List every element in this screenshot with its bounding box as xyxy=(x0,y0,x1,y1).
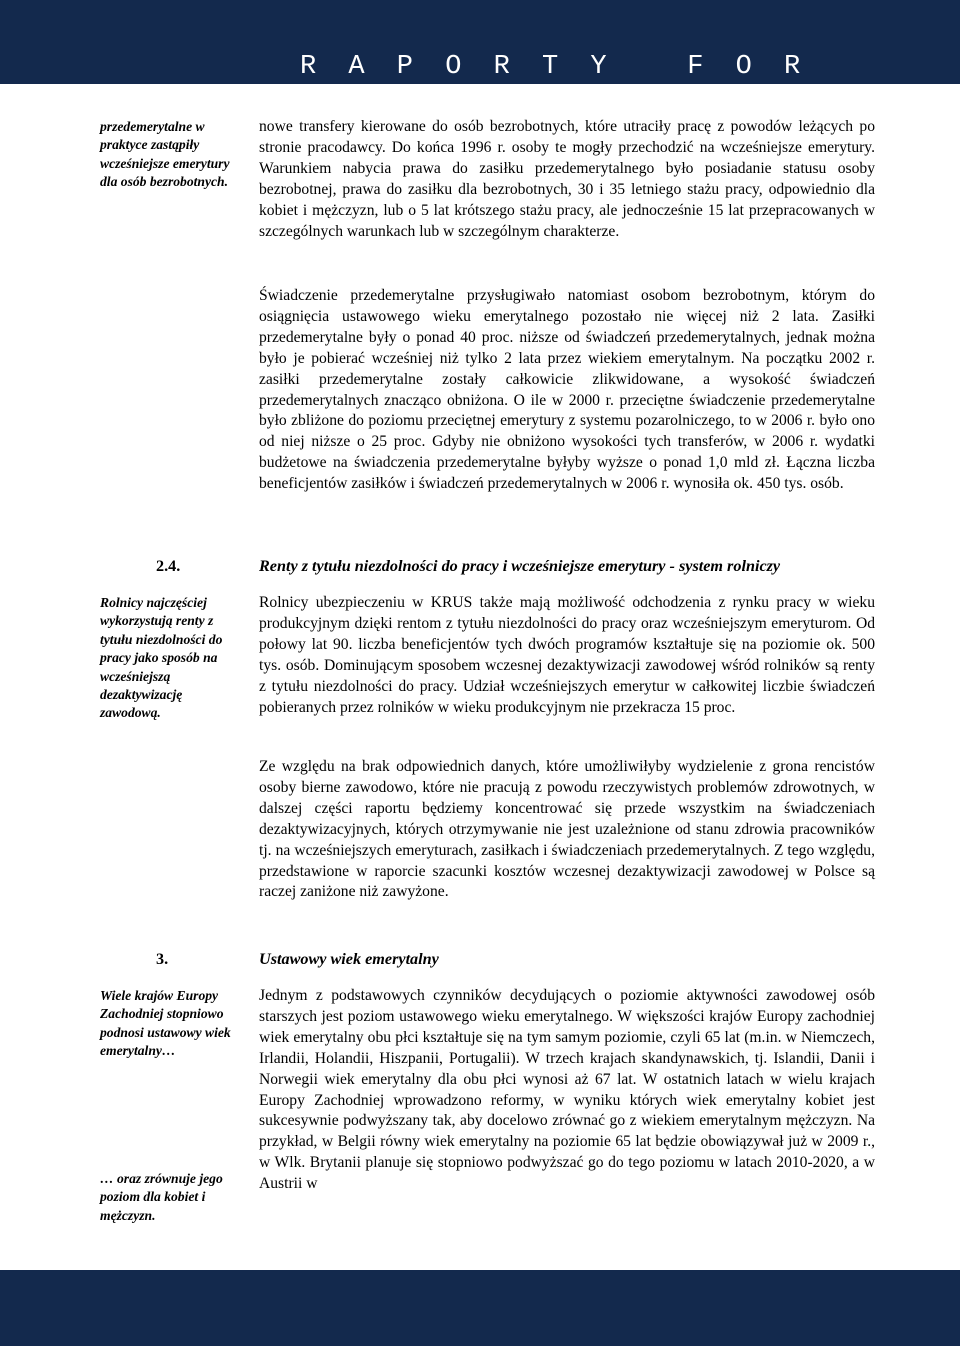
section-heading: Renty z tytułu niezdolności do pracy i wcześniejsze emerytury - system rolniczy xyxy=(259,557,781,575)
side-note: przedemerytalne w praktyce zastąpiły wcześniejsze emerytury dla osób bezrobotnych. xyxy=(100,119,230,190)
section-number: 3. xyxy=(156,950,169,968)
header-band xyxy=(0,0,960,84)
side-note: Wiele krajów Europy Zachodniej stopniowo podnosi ustawowy wiek emerytalny… xyxy=(100,988,231,1059)
side-note: … oraz zrównuje jego poziom dla kobiet i mężczyzn. xyxy=(100,1171,223,1223)
body-paragraph: nowe transfery kierowane do osób bezrobotnych, które utraciły pracę z powodów leżących po stronie pracodawcy. Do końca 1996 r. osoby te mogły przechodzić na wcześniejsze emerytury. Warunkiem nabycia prawa do zasiłku przedemerytalnego było posiadanie statusu osoby bezrobotnej, prawa do zasiłku dla bezrobotnych, 30 i 35 letniego stażu pracy, odpowiednio dla kobiet i mężczyzn, lub o 5 lat krótszego stażu pracy, ale jednocześnie 15 lat przepracowanych w szczególnych warunkach lub w szczególnym charakterze. xyxy=(259,118,875,240)
report-series-title: R A P O R T Y F O R xyxy=(300,52,809,82)
side-note: Rolnicy najczęściej wykorzystują renty z tytułu niezdolności do pracy jako sposób na wcześniejszą dezaktywizację zawodową. xyxy=(100,595,223,721)
section-number: 2.4. xyxy=(156,557,181,575)
body-paragraph: Jednym z podstawowych czynników decydujących o poziomie aktywności zawodowej osób starszych jest poziom ustawowego wieku emerytalnego. W większości krajów Europy zachodniej wiek emerytalny obu płci kształtuje się na tym samym poziomie, czyli 65 lat (m.in. w Niemczech, Irlandii, Holandii, Hiszpanii, Portugalii). W trzech krajach skandynawskich, tj. Islandii, Danii i Norwegii wiek emerytalny dla obu płci wynosi aż 67 lat. W ostatnich latach w wielu krajach Europy Zachodniej wprowadzono reformy, w wyniku których wiek emerytalny kobiet jest sukcesywnie podwyższany tak, aby docelowo zrównać go z wiekiem emerytalnym mężczyzn. Na przykład, w Belgii równy wiek emerytalny na poziomie 65 lat będzie obowiązywał już w 2009 r., w Wlk. Brytanii planuje się stopniowo podwyższać go do tego poziomu w latach 2010-2020, a w Austrii w xyxy=(259,987,875,1193)
body-paragraph: Świadczenie przedemerytalne przysługiwało natomiast osobom bezrobotnym, którym do osiągnięcia ustawowego wieku emerytalnego pozostało nie więcej niż 2 lata. Zasiłki przedemerytalne były o ponad 40 proc. niższe od świadczeń przedemerytalnych, jednak można było je pobierać wcześniej niż tylko 2 lata przez wiekiem emerytalnym. Na początku 2002 r. zasiłki przedemerytalne zostały całkowicie zlikwidowane, a wysokość świadczeń przedemerytalnych znacząco obniżona. O ile w 2000 r. przeciętne świadczenie przedemerytalne było zbliżone do poziomu przeciętnej emerytury z systemu pozarolniczego, to w 2006 r. było ono od niej niższe o 25 proc. Gdyby nie obniżono wysokości tych transferów, w 2006 r. wydatki budżetowe na świadczenia przedemerytalne byłyby wyższe o ponad 1,0 mld zł. Łączna liczba beneficjentów zasiłków i świadczeń przedemerytalnych w 2006 r. wynosiła ok. 450 tys. osób. xyxy=(259,287,875,493)
section-heading: Ustawowy wiek emerytalny xyxy=(259,950,439,968)
body-paragraph: Rolnicy ubezpieczeniu w KRUS także mają możliwość odchodzenia z rynku pracy w wieku produkcyjnym dzięki rentom z tytułu niezdolności do pracy oraz wcześniejszym emeryturom. Od połowy lat 90. liczba beneficjentów tych dwóch programów kształtuje się na poziomie ok. 500 tys. osób. Dominującym sposobem wczesnej dezaktywizacji zawodowej wśród rolników są renty z tytułu niezdolności do pracy. Udział wcześniejszych emerytur w całkowitej liczbie świadczeń pobieranych przez rolników w wieku produkcyjnym nie przekracza 15 proc. xyxy=(259,594,875,716)
footer-band xyxy=(0,1270,960,1346)
body-paragraph: Ze względu na brak odpowiednich danych, które umożliwiłyby wydzielenie z grona rencistów osoby bierne zawodowo, które nie pracują z powodu rzeczywistych problemów zdrowotnych, w dalszej części raportu będziemy koncentrować się przede wszystkim na świadczeniach dezaktywizacyjnych, których otrzymywanie nie jest uzależnione od stanu zdrowia pracowników tj. na wcześniejszych emeryturach, zasiłkach i świadczeniach przedemerytalnych. Z tego względu, przedstawione w raporcie szacunki kosztów wczesnej dezaktywizacji zawodowej w Polsce są raczej zaniżone niż zawyżone. xyxy=(259,758,875,901)
